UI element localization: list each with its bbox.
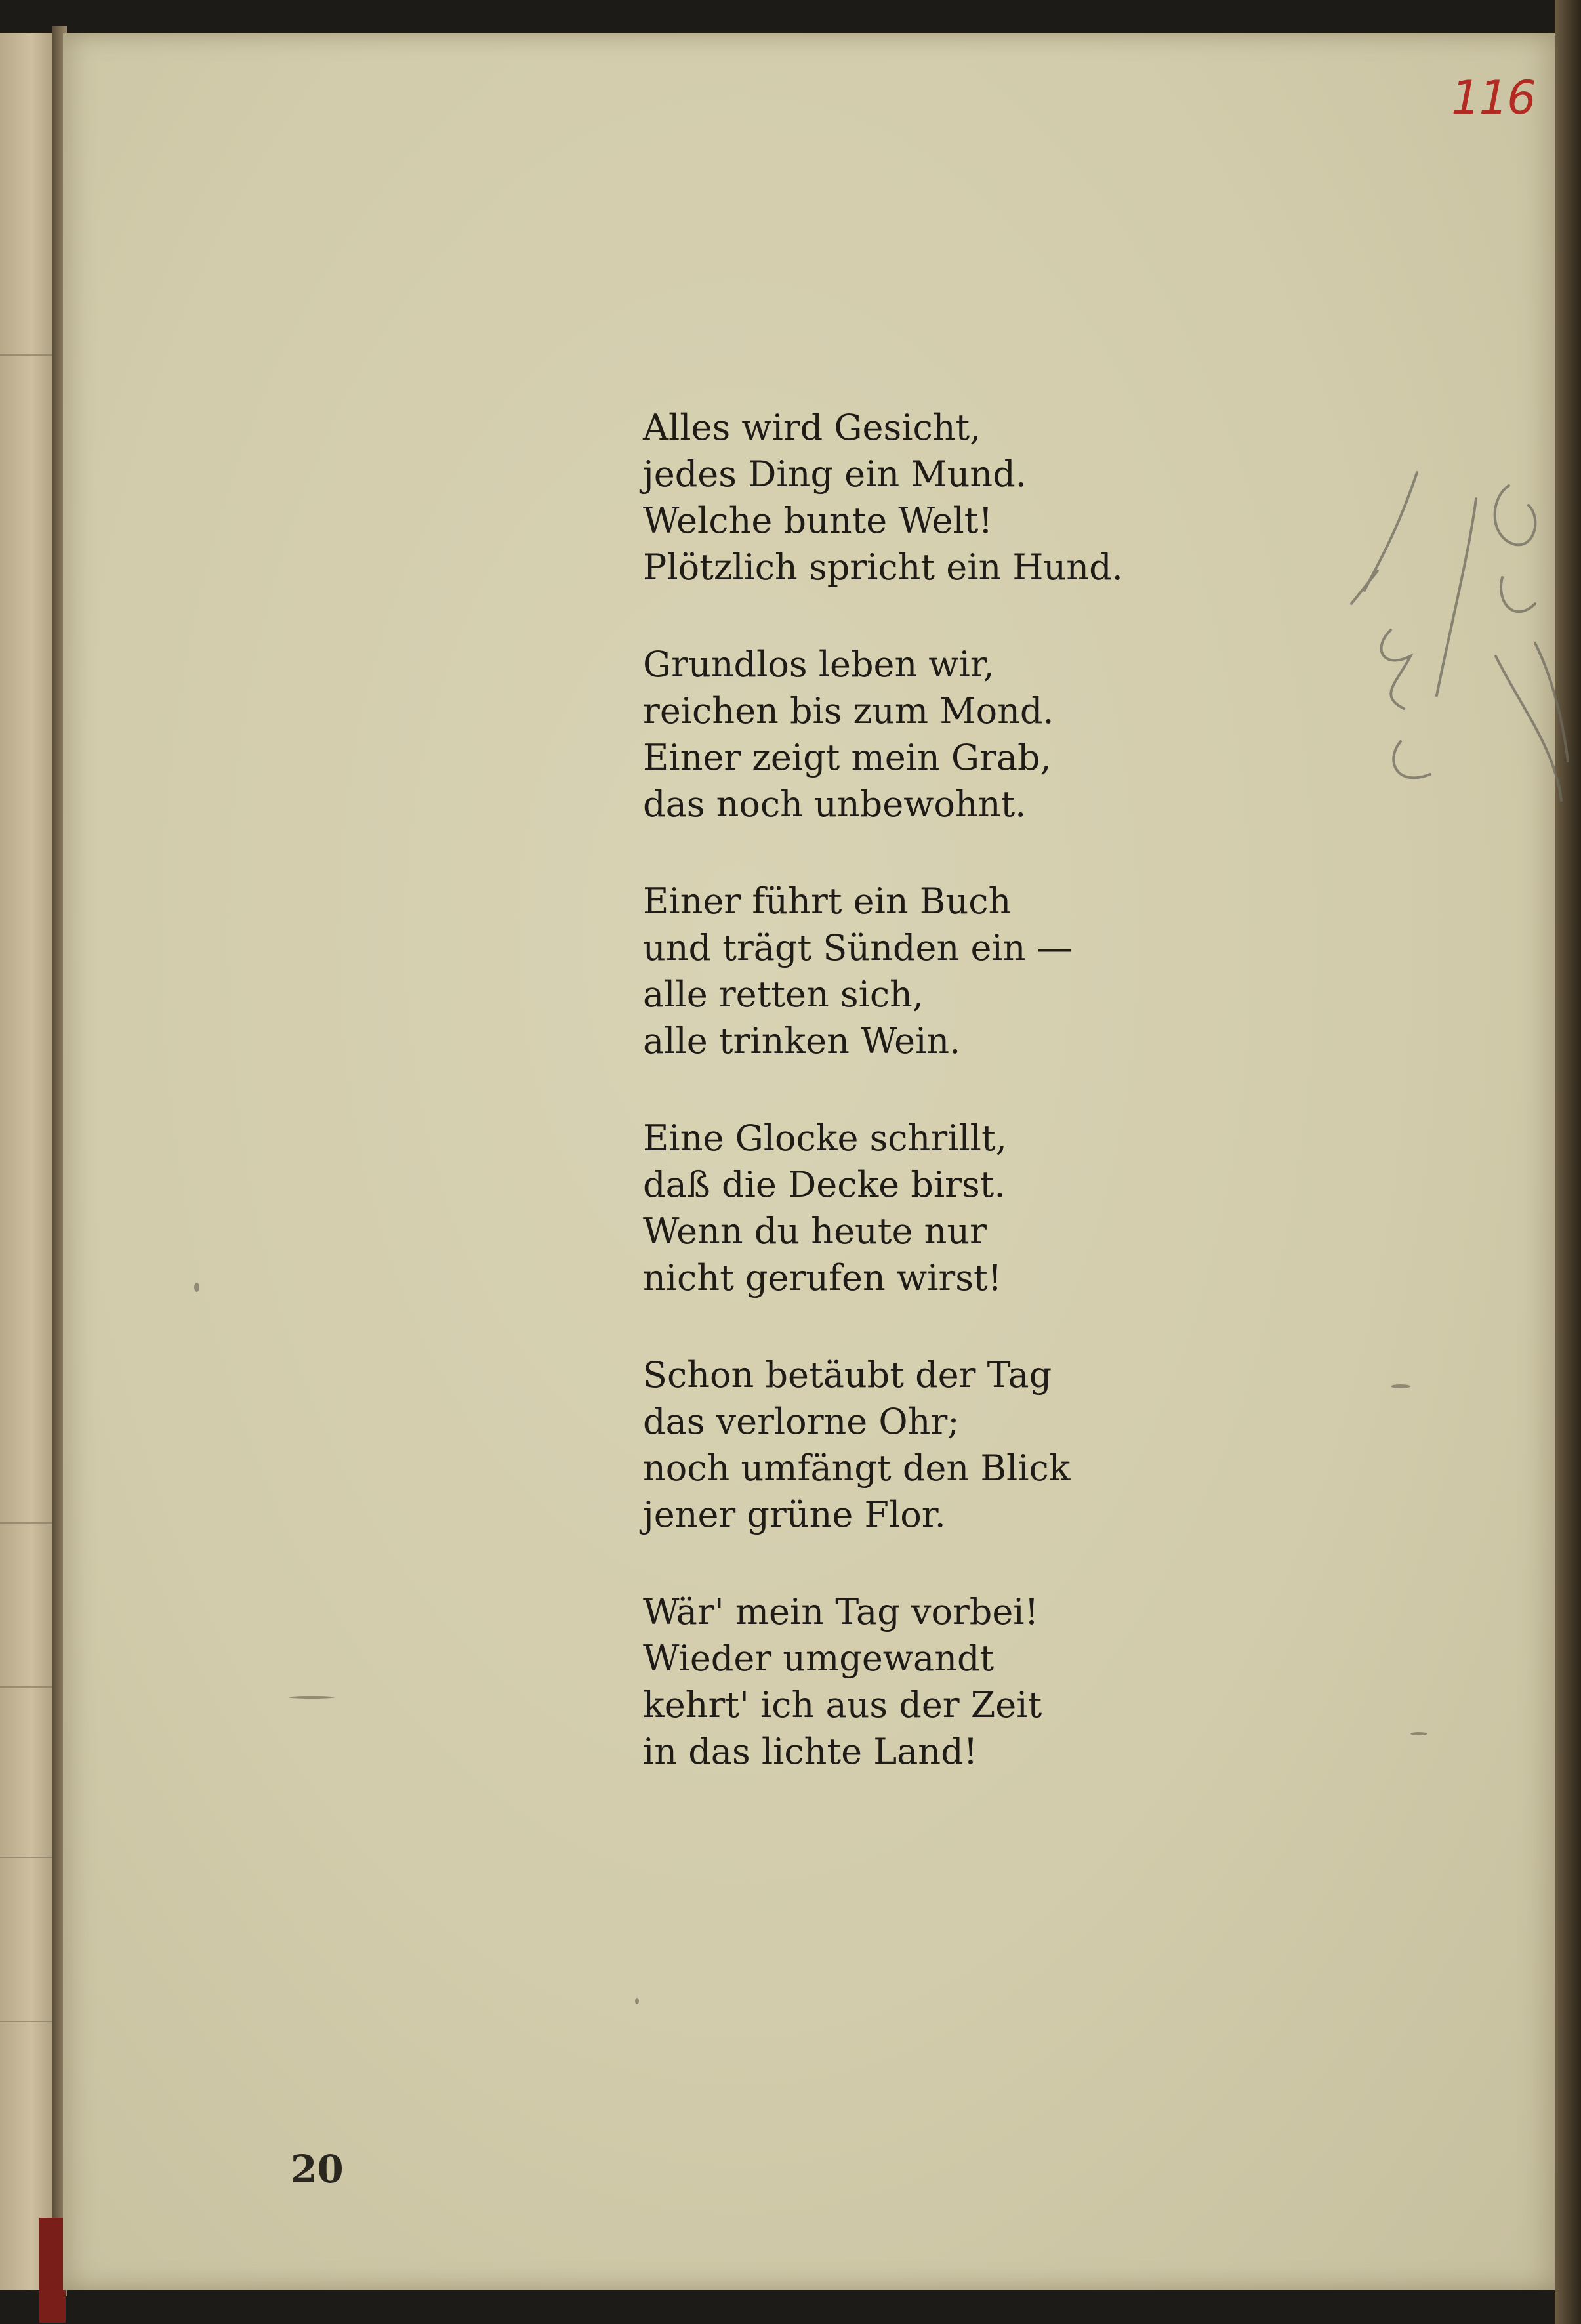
poem-line: und trägt Sünden ein —	[643, 927, 1073, 968]
poem-line: alle retten sich,	[643, 974, 924, 1015]
stanza	[643, 1588, 1233, 1775]
poem-line: daß die Decke birst.	[643, 1164, 1006, 1205]
poem-line: Wenn du heute nur	[643, 1211, 987, 1252]
poem-line: das verlorne Ohr;	[643, 1401, 960, 1442]
adjacent-page-edge	[0, 33, 58, 2290]
poem-line: kehrt' ich aus der Zeit	[643, 1684, 1042, 1726]
stanza	[643, 404, 1233, 591]
page-number: 20	[291, 2147, 344, 2191]
poem-line: noch umfängt den Blick	[643, 1447, 1071, 1489]
poem-line: Alles wird Gesicht,	[643, 407, 981, 448]
poem-line: Grundlos leben wir,	[643, 644, 995, 685]
poem-line: in das lichte Land!	[643, 1731, 978, 1772]
poem	[643, 404, 1233, 1825]
paper-speck	[635, 1998, 639, 2004]
poem-line: Schon betäubt der Tag	[643, 1354, 1052, 1396]
stanza	[643, 878, 1233, 1064]
poem-line: jedes Ding ein Mund.	[643, 453, 1027, 495]
spine-ribbon	[39, 2218, 66, 2323]
stanza	[643, 1115, 1233, 1301]
pencil-scribble	[1338, 433, 1574, 1024]
page-right-edge	[1555, 0, 1581, 2324]
poem-line: Plötzlich spricht ein Hund.	[643, 547, 1123, 588]
poem-line: Wieder umgewandt	[643, 1638, 995, 1679]
stanza	[643, 1352, 1233, 1538]
folio-number: 116	[1451, 71, 1535, 125]
poem-line: Eine Glocke schrillt,	[643, 1117, 1007, 1159]
poem-line: Wär' mein Tag vorbei!	[643, 1591, 1039, 1632]
stanza	[643, 641, 1233, 827]
poem-line: jener grüne Flor.	[643, 1494, 946, 1535]
poem-line: das noch unbewohnt.	[643, 783, 1027, 825]
paper-speck	[1410, 1732, 1427, 1735]
poem-line: Einer führt ein Buch	[643, 881, 1012, 922]
paper-speck	[289, 1696, 335, 1699]
poem-line: Welche bunte Welt!	[643, 500, 993, 541]
poem-line: alle trinken Wein.	[643, 1020, 961, 1062]
paper-speck	[194, 1283, 199, 1292]
poem-line: Einer zeigt mein Grab,	[643, 737, 1052, 778]
poem-line: nicht gerufen wirst!	[643, 1257, 1002, 1298]
poem-line: reichen bis zum Mond.	[643, 690, 1054, 732]
paper-speck	[1391, 1384, 1410, 1388]
